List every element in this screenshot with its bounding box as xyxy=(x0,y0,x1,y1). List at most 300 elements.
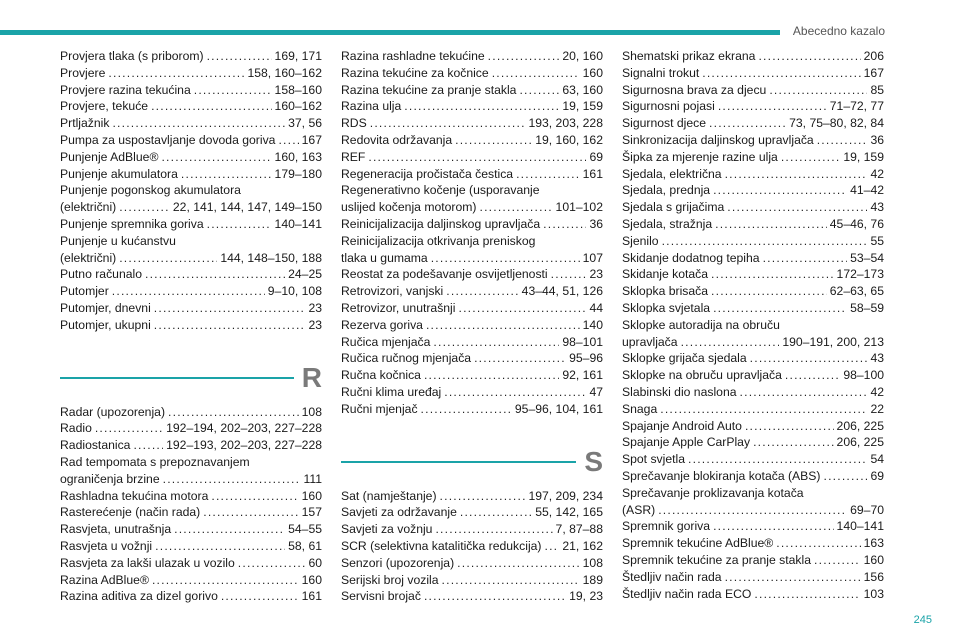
dot-leader xyxy=(492,65,580,82)
index-term: Servisni brojač xyxy=(341,589,421,604)
dot-leader xyxy=(194,82,272,99)
index-term: (električni) xyxy=(60,250,117,265)
index-entry xyxy=(341,65,603,82)
dot-leader xyxy=(203,504,298,521)
index-entry xyxy=(341,334,603,351)
index-term: Štedljiv način rada xyxy=(622,569,722,584)
index-entry xyxy=(341,266,603,283)
index-entry-continued: Sklopke autoradija na obruču xyxy=(622,317,780,332)
index-term: Savjeti za održavanje xyxy=(341,505,457,520)
index-page-refs: 23 xyxy=(589,267,603,282)
index-term: Spremnik tekućine AdBlue® xyxy=(622,536,774,551)
index-term: Sjedala, električna xyxy=(622,166,722,181)
index-term: Putomjer, dnevni xyxy=(60,300,151,315)
index-entry xyxy=(60,250,322,267)
section-rule xyxy=(60,377,294,379)
index-term: Štedljiv način rada ECO xyxy=(622,586,752,601)
dot-leader xyxy=(442,572,580,589)
index-page-refs: 140–141 xyxy=(274,216,322,231)
index-entry xyxy=(60,283,322,300)
index-term: Rezerva goriva xyxy=(341,317,423,332)
dot-leader xyxy=(740,384,868,401)
index-entry xyxy=(622,199,884,216)
index-entry xyxy=(341,132,603,149)
index-entry xyxy=(341,350,603,367)
dot-leader xyxy=(119,250,217,267)
index-term: Rasvjeta, unutrašnja xyxy=(60,522,172,537)
dot-leader xyxy=(681,334,780,351)
dot-leader xyxy=(174,521,285,538)
index-term: Punjenje akumulatora xyxy=(60,166,178,181)
index-page-refs: 55 xyxy=(870,233,884,248)
index-entry xyxy=(341,572,603,589)
index-page-refs: 98–100 xyxy=(843,368,884,383)
dot-leader xyxy=(211,488,298,505)
index-entry xyxy=(60,98,322,115)
index-entry xyxy=(622,233,884,250)
index-term: Senzori (upozorenja) xyxy=(341,555,455,570)
index-term: Ručni mjenjač xyxy=(341,401,418,416)
dot-leader xyxy=(154,300,306,317)
index-term: Provjere, tekuće xyxy=(60,99,149,114)
index-page-refs: 108 xyxy=(582,555,603,570)
index-entry xyxy=(622,535,884,552)
index-term: Regeneracija pročistača čestica xyxy=(341,166,514,181)
index-entry xyxy=(60,521,322,538)
dot-leader xyxy=(207,48,272,65)
index-page-refs: 197, 209, 234 xyxy=(528,488,603,503)
dot-leader xyxy=(435,521,552,538)
index-term: Sprečavanje blokiranja kotača (ABS) xyxy=(622,468,821,483)
index-page-refs: 43 xyxy=(870,351,884,366)
index-page-refs: 172–173 xyxy=(836,267,884,282)
index-entry xyxy=(341,115,603,132)
index-page-refs: 98–101 xyxy=(562,334,603,349)
index-term: Rasterećenje (način rada) xyxy=(60,505,201,520)
index-entry xyxy=(341,98,603,115)
index-page-refs: 158–160 xyxy=(274,82,322,97)
index-entry xyxy=(341,384,603,401)
index-entry xyxy=(622,502,884,519)
index-page-refs: 54–55 xyxy=(288,522,322,537)
index-entry xyxy=(341,367,603,384)
index-page-refs: 36 xyxy=(589,216,603,231)
page-number: 245 xyxy=(913,614,932,626)
dot-leader xyxy=(163,471,301,488)
index-entry xyxy=(622,367,884,384)
index-page-refs: 36 xyxy=(870,132,884,147)
index-page-refs: 192–194, 202–203, 227–228 xyxy=(166,421,322,436)
index-page-refs: 193, 203, 228 xyxy=(528,116,603,131)
index-column-1 xyxy=(60,48,322,605)
index-entry-continued: Reinicijalizacija otkrivanja preniskog xyxy=(341,233,536,248)
index-page-refs: 62–63, 65 xyxy=(829,284,884,299)
index-entry xyxy=(622,569,884,586)
index-entry xyxy=(60,48,322,65)
index-entry xyxy=(341,216,603,233)
index-entry xyxy=(341,538,603,555)
index-entry xyxy=(60,420,322,437)
index-term: Spajanje Android Auto xyxy=(622,418,742,433)
index-term: Redovita održavanja xyxy=(341,132,453,147)
index-term: Putno računalo xyxy=(60,267,142,282)
dot-leader xyxy=(711,266,834,283)
index-page-refs: 167 xyxy=(301,132,322,147)
index-page-refs: 9–10, 108 xyxy=(267,284,322,299)
index-entry xyxy=(60,115,322,132)
index-entry xyxy=(622,149,884,166)
index-page-refs: 140–141 xyxy=(836,519,884,534)
dot-leader xyxy=(458,300,586,317)
index-page-refs: 58–59 xyxy=(850,300,884,315)
dot-leader xyxy=(154,317,306,334)
index-term: Spremnik goriva xyxy=(622,519,711,534)
index-term: Signalni trokut xyxy=(622,65,700,80)
dot-leader xyxy=(424,367,559,384)
index-term: Sklopka brisača xyxy=(622,284,709,299)
index-term: Putomjer xyxy=(60,284,109,299)
index-page-refs: 19, 23 xyxy=(569,589,603,604)
dot-leader xyxy=(155,538,285,555)
index-page-refs: 53–54 xyxy=(850,250,884,265)
index-page-refs: 160 xyxy=(301,488,322,503)
section-letter: R xyxy=(301,361,322,393)
dot-leader xyxy=(713,182,847,199)
dot-leader xyxy=(711,283,827,300)
index-page-refs: 160 xyxy=(863,552,884,567)
dot-leader xyxy=(133,437,163,454)
index-term: Radar (upozorenja) xyxy=(60,404,166,419)
dot-leader xyxy=(662,233,868,250)
section-letter: S xyxy=(584,445,603,477)
dot-leader xyxy=(715,216,827,233)
dot-leader xyxy=(763,250,848,267)
index-page-refs: 163 xyxy=(863,536,884,551)
index-entry xyxy=(60,471,322,488)
index-page-refs: 160, 163 xyxy=(274,149,322,164)
index-entry xyxy=(341,166,603,183)
dot-leader xyxy=(404,98,559,115)
index-entry xyxy=(60,300,322,317)
dot-leader xyxy=(658,502,847,519)
index-entry xyxy=(622,250,884,267)
index-term: Serijski broj vozila xyxy=(341,572,439,587)
index-term: Ručni klima uređaj xyxy=(341,384,442,399)
index-entry xyxy=(622,586,884,603)
index-page-refs: 43 xyxy=(870,200,884,215)
index-page-refs: 69–70 xyxy=(850,502,884,517)
dot-leader xyxy=(814,552,861,569)
index-page-refs: 206 xyxy=(863,49,884,63)
index-page-refs: 108 xyxy=(301,404,322,419)
index-term: Sigurnost djece xyxy=(622,116,707,131)
index-term: Sigurnosna brava za djecu xyxy=(622,82,767,97)
index-term: Sklopke grijača sjedala xyxy=(622,351,747,366)
index-term: Retrovizori, vanjski xyxy=(341,284,444,299)
index-entry xyxy=(622,552,884,569)
index-page-refs: 101–102 xyxy=(555,200,603,215)
index-term: Šipka za mjerenje razine ulja xyxy=(622,149,778,164)
index-page-refs: 107 xyxy=(582,250,603,265)
index-term: Razina ulja xyxy=(341,99,402,114)
index-term: Provjere xyxy=(60,65,106,80)
dot-leader xyxy=(753,434,833,451)
index-entry xyxy=(341,199,603,216)
index-term: Radio xyxy=(60,421,92,436)
dot-leader xyxy=(718,98,827,115)
index-page-refs: 42 xyxy=(870,166,884,181)
index-entry xyxy=(60,404,322,421)
dot-leader xyxy=(769,82,867,99)
index-page-refs: 140 xyxy=(582,317,603,332)
index-page-refs: 24–25 xyxy=(288,267,322,282)
dot-leader xyxy=(688,451,867,468)
index-term: Provjere razina tekućina xyxy=(60,82,191,97)
dot-leader xyxy=(433,334,559,351)
index-term: Reinicijalizacija daljinskog upravljača xyxy=(341,216,541,231)
index-term: SCR (selektivna katalitička redukcija) xyxy=(341,538,542,553)
index-page-refs: 23 xyxy=(308,300,322,315)
index-page-refs: 160–162 xyxy=(274,99,322,114)
index-page-refs: 63, 160 xyxy=(562,82,603,97)
dot-leader xyxy=(457,555,580,572)
index-entry xyxy=(622,283,884,300)
index-entry xyxy=(341,283,603,300)
index-term: REF xyxy=(341,149,366,164)
index-page-refs: 42 xyxy=(870,384,884,399)
index-page-refs: 192–193, 202–203, 227–228 xyxy=(166,438,322,453)
index-entry xyxy=(341,300,603,317)
index-page-refs: 22, 141, 144, 147, 149–150 xyxy=(172,200,322,215)
index-page-refs: 37, 56 xyxy=(288,116,322,131)
dot-leader xyxy=(479,199,552,216)
index-page-refs: 21, 162 xyxy=(562,538,603,553)
dot-leader xyxy=(750,350,868,367)
index-term: Shematski prikaz ekrana xyxy=(622,49,756,63)
dot-leader xyxy=(455,132,532,149)
dot-leader xyxy=(446,283,518,300)
dot-leader xyxy=(168,404,299,421)
index-term: Putomjer, ukupni xyxy=(60,317,151,332)
dot-leader xyxy=(460,504,532,521)
index-term: Sjedala, stražnja xyxy=(622,216,713,231)
index-page-refs: 161 xyxy=(301,589,322,604)
index-entry xyxy=(60,317,322,334)
index-term: Sjenilo xyxy=(622,233,659,248)
index-term: Razina rashladne tekućine xyxy=(341,49,485,63)
index-term: Snaga xyxy=(622,401,658,416)
index-entry xyxy=(60,216,322,233)
index-term: Sat (namještanje) xyxy=(341,488,437,503)
section-divider xyxy=(60,361,322,393)
index-entry xyxy=(341,504,603,521)
index-entry xyxy=(622,48,884,65)
dot-leader xyxy=(426,317,580,334)
dot-leader xyxy=(785,367,840,384)
index-entry xyxy=(341,555,603,572)
index-entry xyxy=(622,216,884,233)
index-page-refs: 95–96 xyxy=(569,351,603,366)
index-term: Rasvjeta za lakši ulazak u vozilo xyxy=(60,555,235,570)
dot-leader xyxy=(161,149,271,166)
dot-leader xyxy=(824,468,868,485)
index-entry xyxy=(341,521,603,538)
index-term: Sjedala, prednja xyxy=(622,183,711,198)
index-page-refs: 85 xyxy=(870,82,884,97)
page-header-title: Abecedno kazalo xyxy=(792,24,885,38)
index-entry xyxy=(60,437,322,454)
index-entry xyxy=(622,115,884,132)
index-entry xyxy=(60,504,322,521)
index-term: Ručica mjenjača xyxy=(341,334,431,349)
index-term: Prtljažnik xyxy=(60,116,110,131)
dot-leader xyxy=(545,538,560,555)
dot-leader xyxy=(444,384,586,401)
index-page-refs: 161 xyxy=(582,166,603,181)
index-page-refs: 158, 160–162 xyxy=(247,65,322,80)
dot-leader xyxy=(181,166,272,183)
index-page-refs: 71–72, 77 xyxy=(829,99,884,114)
index-page-refs: 47 xyxy=(589,384,603,399)
index-entry xyxy=(622,132,884,149)
index-page-refs: 95–96, 104, 161 xyxy=(514,401,603,416)
dot-leader xyxy=(713,518,833,535)
index-term: ograničenja brzine xyxy=(60,471,160,486)
index-term: Skidanje dodatnog tepiha xyxy=(622,250,760,265)
index-entry xyxy=(341,488,603,505)
dot-leader xyxy=(519,82,559,99)
dot-leader xyxy=(551,266,587,283)
index-page-refs: 144, 148–150, 188 xyxy=(220,250,322,265)
index-entry xyxy=(60,132,322,149)
dot-leader xyxy=(713,300,847,317)
dot-leader xyxy=(660,401,867,418)
dot-leader xyxy=(474,350,566,367)
dot-leader xyxy=(108,65,244,82)
index-column-3 xyxy=(622,48,884,602)
dot-leader xyxy=(112,115,285,132)
index-page-refs: 19, 159 xyxy=(562,99,603,114)
index-term: Sklopke na obruču upravljača xyxy=(622,368,782,383)
index-term: Sigurnosni pojasi xyxy=(622,99,715,114)
index-term: upravljača xyxy=(622,334,678,349)
index-page-refs: 156 xyxy=(863,569,884,584)
index-page-refs: 111 xyxy=(303,471,322,486)
section-rule xyxy=(341,461,576,463)
index-term: Punjenje AdBlue® xyxy=(60,149,159,164)
index-entry xyxy=(622,98,884,115)
index-term: Provjera tlaka (s priborom) xyxy=(60,49,204,63)
dot-leader xyxy=(745,418,834,435)
index-page-refs: 69 xyxy=(870,468,884,483)
dot-leader xyxy=(754,586,860,603)
index-page-refs: 206, 225 xyxy=(836,418,884,433)
index-page-refs: 7, 87–88 xyxy=(555,522,603,537)
index-term: Pumpa za uspostavljanje dovoda goriva xyxy=(60,132,276,147)
dot-leader xyxy=(817,132,868,149)
index-term: Reostat za podešavanje osvijetljenosti xyxy=(341,267,548,282)
index-entry xyxy=(622,451,884,468)
header-accent-bar xyxy=(0,30,780,35)
dot-leader xyxy=(370,115,526,132)
index-entry xyxy=(622,82,884,99)
index-entry xyxy=(341,401,603,418)
index-term: Ručna kočnica xyxy=(341,368,421,383)
index-entry xyxy=(60,555,322,572)
dot-leader xyxy=(424,588,566,605)
index-entry xyxy=(60,538,322,555)
index-entry xyxy=(341,250,603,267)
dot-leader xyxy=(145,266,285,283)
index-page-refs: 20, 160 xyxy=(562,49,603,63)
index-entry xyxy=(60,166,322,183)
index-page-refs: 169, 171 xyxy=(274,49,322,63)
dot-leader xyxy=(112,283,265,300)
index-entry xyxy=(622,166,884,183)
dot-leader xyxy=(95,420,163,437)
index-page-refs: 23 xyxy=(308,317,322,332)
index-page-refs: 190–191, 200, 213 xyxy=(782,334,884,349)
index-term: Spremnik tekućine za pranje stakla xyxy=(622,552,812,567)
dot-leader xyxy=(431,250,580,267)
section-divider xyxy=(341,445,603,477)
index-entry xyxy=(60,266,322,283)
index-term: Sklopka svjetala xyxy=(622,300,711,315)
index-term: uslijed kočenja motorom) xyxy=(341,200,477,215)
index-term: Slabinski dio naslona xyxy=(622,384,737,399)
index-page-refs: 19, 160, 162 xyxy=(535,132,603,147)
index-entry-continued: Punjenje pogonskog akumulatora xyxy=(60,183,241,198)
index-entry xyxy=(622,300,884,317)
index-page-refs: 22 xyxy=(870,401,884,416)
index-term: Retrovizor, unutrašnji xyxy=(341,300,456,315)
index-page-refs: 73, 75–80, 82, 84 xyxy=(789,116,884,131)
dot-leader xyxy=(368,149,586,166)
dot-leader xyxy=(516,166,580,183)
index-entry xyxy=(60,149,322,166)
index-page-refs: 58, 61 xyxy=(288,538,322,553)
index-term: Razina aditiva za dizel gorivo xyxy=(60,589,218,604)
index-entry xyxy=(622,401,884,418)
dot-leader xyxy=(488,48,560,65)
index-entry xyxy=(622,384,884,401)
index-term: Rashladna tekućina motora xyxy=(60,488,209,503)
index-entry xyxy=(341,48,603,65)
index-page-refs: 43–44, 51, 126 xyxy=(521,284,603,299)
dot-leader xyxy=(238,555,306,572)
index-page-refs: 157 xyxy=(301,505,322,520)
index-term: Savjeti za vožnju xyxy=(341,522,433,537)
dot-leader xyxy=(543,216,586,233)
dot-leader xyxy=(758,48,860,65)
index-term: Razina tekućine za kočnice xyxy=(341,65,489,80)
index-term: (električni) xyxy=(60,200,117,215)
index-entry xyxy=(622,65,884,82)
index-page-refs: 92, 161 xyxy=(562,368,603,383)
index-entry xyxy=(622,266,884,283)
dot-leader xyxy=(151,98,271,115)
index-entry xyxy=(622,434,884,451)
index-page-refs: 167 xyxy=(863,65,884,80)
dot-leader xyxy=(119,199,170,216)
index-term: Rasvjeta u vožnji xyxy=(60,538,153,553)
dot-leader xyxy=(725,569,861,586)
dot-leader xyxy=(440,488,526,505)
dot-leader xyxy=(725,166,868,183)
index-term: Sinkronizacija daljinskog upravljača xyxy=(622,132,814,147)
index-page-refs: 60 xyxy=(308,555,322,570)
index-entry-continued: Punjenje u kućanstvu xyxy=(60,233,176,248)
